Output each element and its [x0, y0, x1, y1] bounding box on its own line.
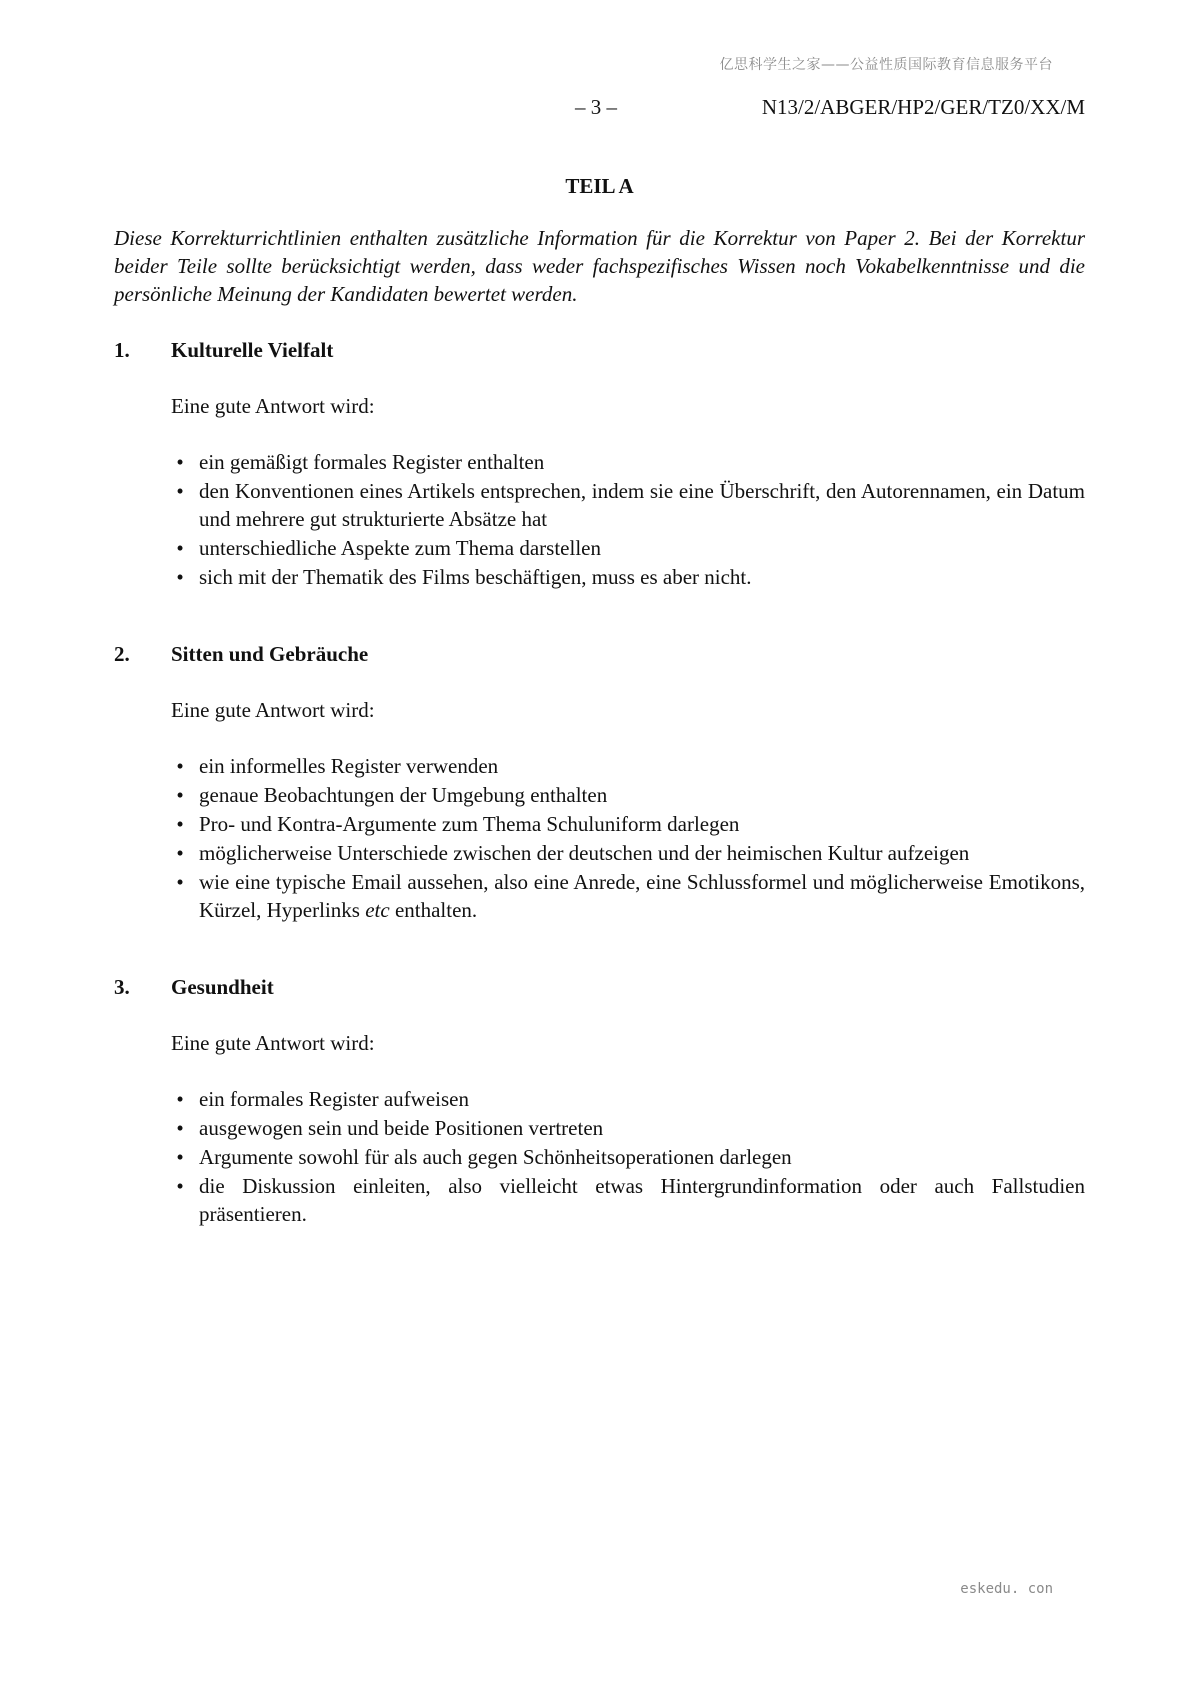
bullet-icon: • [176, 450, 184, 474]
list-item-text-part: wie eine typische Email aussehen, also eine Anrede, eine Schlussformel und möglicherweise Emotikons, Kürzel, Hyperlinks [199, 870, 1085, 922]
list-item-text [199, 870, 1085, 922]
list-item-text: Argumente sowohl für als auch gegen Schönheitsoperationen darlegen [199, 1145, 792, 1169]
list-item [171, 839, 1085, 867]
section-3 [114, 973, 1085, 1228]
bullet-icon: • [176, 1116, 184, 1140]
section-title: Gesundheit [171, 975, 274, 999]
section-heading [114, 640, 1085, 668]
section-number: 3. [114, 975, 130, 999]
list-item [171, 781, 1085, 809]
section-body [114, 392, 1085, 591]
bullet-icon: • [176, 536, 184, 560]
list-item [171, 534, 1085, 562]
bullet-list [171, 752, 1085, 924]
bullet-list [171, 1085, 1085, 1228]
document-content [114, 172, 1085, 1229]
section-body [114, 696, 1085, 924]
section-1 [114, 336, 1085, 591]
bullet-icon: • [176, 1145, 184, 1169]
list-item-text: ausgewogen sein und beide Positionen vertreten [199, 1116, 604, 1140]
section-heading [114, 973, 1085, 1001]
list-item [171, 1085, 1085, 1113]
bullet-icon: • [176, 479, 184, 503]
list-item-text: genaue Beobachtungen der Umgebung enthalten [199, 783, 608, 807]
watermark-bottom: eskedu. con [960, 1581, 1053, 1597]
section-lead: Eine gute Antwort wird: [171, 1031, 375, 1055]
list-item [171, 1114, 1085, 1142]
section-number: 1. [114, 338, 130, 362]
bullet-icon: • [176, 870, 184, 894]
section-title: Sitten und Gebräuche [171, 642, 369, 666]
list-item [171, 477, 1085, 533]
bullet-icon: • [176, 1174, 184, 1198]
watermark-top: 亿思科学生之家——公益性质国际教育信息服务平台 [719, 57, 1053, 73]
list-item-text: möglicherweise Unterschiede zwischen der deutschen und der heimischen Kultur aufzeigen [199, 841, 970, 865]
section-body [114, 1029, 1085, 1228]
page-number: – 3 – [575, 95, 617, 119]
list-item [171, 810, 1085, 838]
bullet-icon: • [176, 754, 184, 778]
section-spacer [114, 592, 1085, 640]
list-item [171, 1172, 1085, 1228]
page-header [0, 95, 1191, 125]
bullet-icon: • [176, 841, 184, 865]
part-title: TEIL A [565, 174, 634, 198]
list-item-text: sich mit der Thematik des Films beschäftigen, muss es aber nicht. [199, 565, 752, 589]
section-lead: Eine gute Antwort wird: [171, 394, 375, 418]
section-heading [114, 336, 1085, 364]
section-2 [114, 640, 1085, 924]
list-item [171, 563, 1085, 591]
list-item-text: unterschiedliche Aspekte zum Thema darstellen [199, 536, 601, 560]
section-spacer [114, 925, 1085, 973]
section-title: Kulturelle Vielfalt [171, 338, 334, 362]
list-item-text: den Konventionen eines Artikels entsprechen, indem sie eine Überschrift, den Autorennamen, ein Datum und mehrere gut strukturierte Absätze hat [199, 479, 1085, 531]
list-item [171, 1143, 1085, 1171]
bullet-icon: • [176, 812, 184, 836]
document-code: N13/2/ABGER/HP2/GER/TZ0/XX/M [761, 95, 1085, 119]
list-item [171, 448, 1085, 476]
list-item-text: ein formales Register aufweisen [199, 1087, 469, 1111]
list-item-text: Pro- und Kontra-Argumente zum Thema Schuluniform darlegen [199, 812, 740, 836]
section-number: 2. [114, 642, 130, 666]
list-item [171, 868, 1085, 924]
list-item-text: ein informelles Register verwenden [199, 754, 499, 778]
bullet-list [171, 448, 1085, 591]
intro-paragraph: Diese Korrekturrichtlinien enthalten zusätzliche Information für die Korrektur von Paper 2. Bei der Korrektur beider Teile sollte berücksichtigt werden, dass weder fachspezifisches Wissen noch Vokabelkenntnisse und die persönliche Meinung der Kandidaten bewertet werden. [114, 226, 1085, 306]
list-item [171, 752, 1085, 780]
bullet-icon: • [176, 783, 184, 807]
list-item-text-part: enthalten. [389, 898, 478, 922]
section-lead: Eine gute Antwort wird: [171, 698, 375, 722]
bullet-icon: • [176, 1087, 184, 1111]
list-item-text: ein gemäßigt formales Register enthalten [199, 450, 545, 474]
list-item-text: die Diskussion einleiten, also vielleicht etwas Hintergrundinformation oder auch Fallstudien präsentieren. [199, 1174, 1085, 1226]
bullet-icon: • [176, 565, 184, 589]
list-item-text-italic: etc [365, 898, 390, 922]
